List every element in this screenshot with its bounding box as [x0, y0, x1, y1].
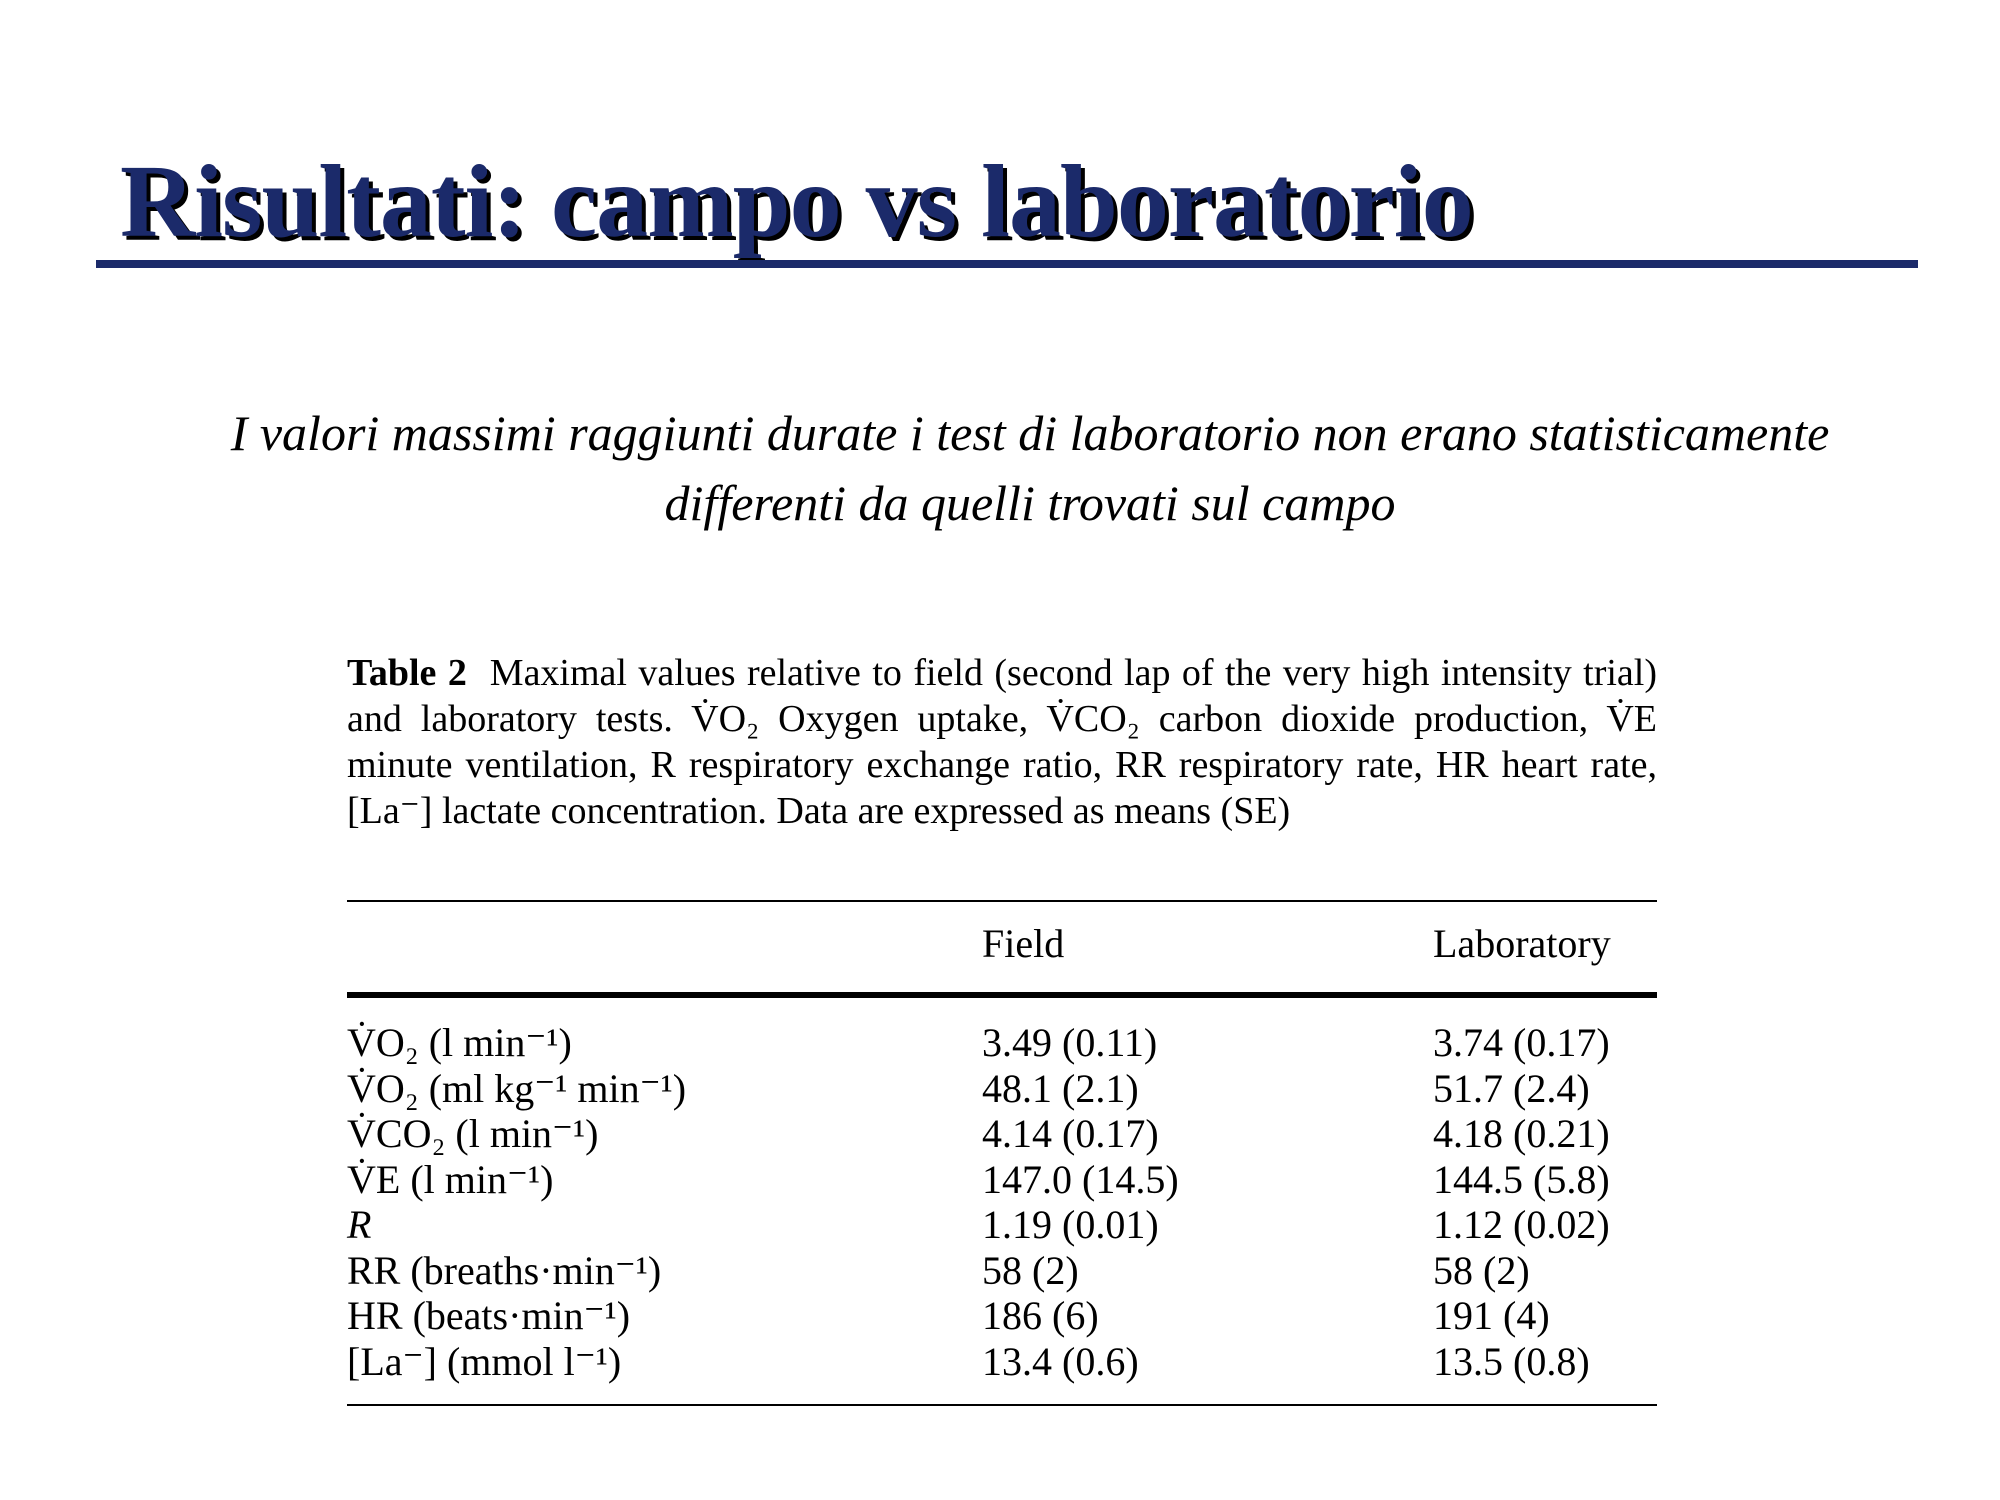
slide-title: Risultati: campo vs laboratorio	[120, 144, 1473, 259]
laboratory-value: 3.74 (0.17)	[1433, 1020, 1610, 1065]
row-label: HR (beats·min⁻¹)	[347, 1293, 631, 1338]
table-row	[347, 1020, 1657, 1066]
table-row	[347, 1339, 1657, 1385]
row-label: V̇O₂ (ml kg⁻¹ min⁻¹)	[347, 1065, 687, 1111]
table-caption-label: Table 2	[347, 652, 467, 694]
table-row	[347, 1248, 1657, 1294]
field-value: 1.19 (0.01)	[982, 1202, 1159, 1247]
table-row	[347, 1066, 1657, 1112]
title-underline	[96, 260, 1918, 268]
table-row	[347, 1202, 1657, 1248]
row-label: [La⁻] (mmol l⁻¹)	[347, 1338, 622, 1384]
laboratory-value: 51.7 (2.4)	[1433, 1065, 1590, 1111]
field-value: 186 (6)	[982, 1293, 1099, 1338]
laboratory-value: 1.12 (0.02)	[1433, 1202, 1610, 1247]
table-body	[347, 1020, 1657, 1384]
table-bottom-rule	[347, 1404, 1657, 1406]
subtitle-line-2: differenti da quelli trovati sul campo	[664, 475, 1396, 531]
table-header-rule	[347, 992, 1657, 998]
data-table-figure	[347, 650, 1658, 1384]
laboratory-value: 144.5 (5.8)	[1433, 1156, 1610, 1202]
column-header-laboratory: Laboratory	[1433, 921, 1611, 966]
field-value: 3.49 (0.11)	[982, 1020, 1158, 1065]
table-row	[347, 1111, 1657, 1157]
row-label: R	[347, 1202, 372, 1247]
laboratory-value: 13.5 (0.8)	[1433, 1338, 1590, 1384]
slide-subtitle	[150, 398, 1910, 538]
laboratory-value: 191 (4)	[1433, 1293, 1550, 1338]
table-row	[347, 1293, 1657, 1339]
table-top-rule	[347, 900, 1657, 902]
table-caption-text: Maximal values relative to field (second lap of the very high intensity trial) and laboratory tests. V̇O₂ Oxygen uptake, V̇CO₂ carbon dioxide production, V̇E minute ventilation, R respiratory exchange ratio, RR respiratory rate, HR heart rate, [La⁻] lactate concentration. Data are expressed as means (SE)	[347, 652, 1658, 832]
laboratory-value: 4.18 (0.21)	[1433, 1111, 1610, 1156]
field-value: 147.0 (14.5)	[982, 1156, 1179, 1202]
row-label: V̇E (l min⁻¹)	[347, 1156, 554, 1202]
field-value: 58 (2)	[982, 1247, 1079, 1293]
field-value: 4.14 (0.17)	[982, 1111, 1159, 1156]
row-label: V̇CO₂ (l min⁻¹)	[347, 1111, 599, 1156]
row-label: RR (breaths·min⁻¹)	[347, 1247, 662, 1293]
column-header-field: Field	[982, 921, 1065, 966]
table-row	[347, 1157, 1657, 1203]
table-caption	[347, 650, 1657, 880]
subtitle-line-1: I valori massimi raggiunti durate i test di laboratorio non erano statisticamente	[230, 405, 1830, 461]
laboratory-value: 58 (2)	[1433, 1247, 1530, 1293]
field-value: 48.1 (2.1)	[982, 1065, 1139, 1111]
row-label: V̇O₂ (l min⁻¹)	[347, 1020, 572, 1065]
field-value: 13.4 (0.6)	[982, 1338, 1139, 1384]
